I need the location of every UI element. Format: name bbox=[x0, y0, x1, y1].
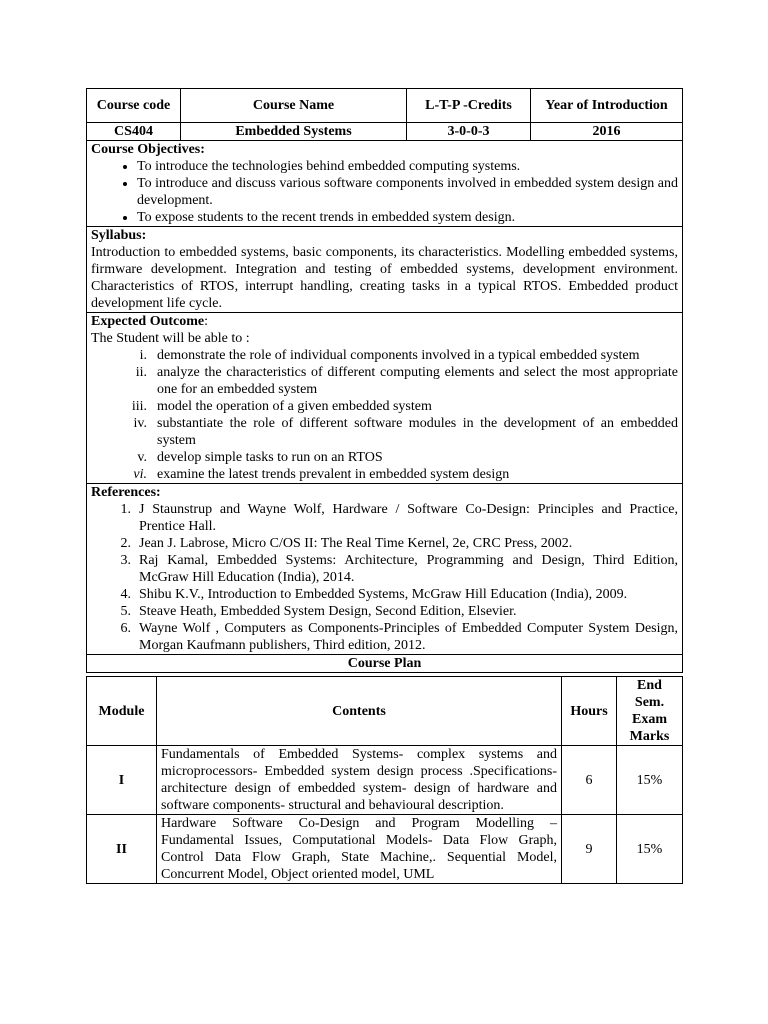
outcome-section bbox=[87, 313, 683, 484]
outcome-item bbox=[91, 398, 678, 415]
outcome-item bbox=[91, 347, 678, 364]
hours-cell: 9 bbox=[562, 815, 617, 884]
contents-cell: Hardware Software Co-Design and Program Modelling – Fundamental Issues, Computational Models- Data Flow Graph, Control Data Flow Graph, State Machine,. Sequential Model, Concurrent Model, Object oriented model, UML bbox=[157, 815, 562, 884]
outcome-list bbox=[91, 347, 678, 483]
objective-item: • To expose students to the recent trends in embedded system design. bbox=[137, 209, 678, 226]
reference-num: 6. bbox=[120, 621, 131, 636]
outcome-num: iii. bbox=[131, 399, 147, 414]
ltp-value: 3-0-0-3 bbox=[407, 123, 531, 141]
outcome-intro: The Student will be able to : bbox=[91, 331, 250, 346]
objectives-section bbox=[87, 141, 683, 227]
hours-cell: 6 bbox=[562, 746, 617, 815]
table-row bbox=[87, 815, 683, 884]
objective-item: • To introduce the technologies behind embedded computing systems. bbox=[137, 158, 678, 175]
outcome-num: ii. bbox=[135, 365, 147, 380]
outcome-item bbox=[91, 415, 678, 449]
outcome-text: model the operation of a given embedded system bbox=[157, 399, 432, 414]
reference-item bbox=[91, 535, 678, 552]
objectives-list bbox=[91, 158, 678, 226]
outcome-num: v. bbox=[137, 450, 147, 465]
marks-header: End Sem. Exam Marks bbox=[617, 677, 683, 746]
outcome-num: iv. bbox=[133, 416, 147, 431]
outcome-item bbox=[91, 449, 678, 466]
syllabus-section bbox=[87, 227, 683, 313]
reference-num: 3. bbox=[120, 553, 131, 568]
outcome-num: i. bbox=[139, 348, 147, 363]
module-cell: II bbox=[87, 815, 157, 884]
reference-num: 5. bbox=[120, 604, 131, 619]
syllabus-title: Syllabus: bbox=[91, 228, 147, 243]
reference-item bbox=[91, 586, 678, 603]
reference-text: J Staunstrup and Wayne Wolf, Hardware / Software Co-Design: Principles and Practice, Prentice Hall. bbox=[139, 502, 678, 534]
ltp-header: L-T-P -Credits bbox=[407, 89, 531, 123]
contents-header: Contents bbox=[157, 677, 562, 746]
course-info-table bbox=[86, 88, 683, 673]
outcome-text: develop simple tasks to run on an RTOS bbox=[157, 450, 383, 465]
outcome-text: analyze the characteristics of different computing elements and select the most appropriate one for an embedded system bbox=[157, 365, 678, 397]
references-title: References: bbox=[91, 485, 161, 500]
year-value: 2016 bbox=[531, 123, 683, 141]
reference-num: 4. bbox=[120, 587, 131, 602]
course-name-value: Embedded Systems bbox=[181, 123, 407, 141]
reference-item bbox=[91, 501, 678, 535]
reference-text: Shibu K.V., Introduction to Embedded Systems, McGraw Hill Education (India), 2009. bbox=[139, 587, 628, 602]
table-row bbox=[87, 746, 683, 815]
course-code-header: Course code bbox=[87, 89, 181, 123]
course-code-value: CS404 bbox=[87, 123, 181, 141]
course-plan-table bbox=[86, 676, 683, 884]
marks-cell: 15% bbox=[617, 815, 683, 884]
outcome-item bbox=[91, 466, 678, 483]
reference-num: 1. bbox=[120, 502, 131, 517]
reference-item bbox=[91, 552, 678, 586]
objective-item: • To introduce and discuss various software components involved in embedded system design and development. bbox=[137, 175, 678, 209]
reference-item bbox=[91, 620, 678, 654]
reference-item bbox=[91, 603, 678, 620]
reference-text: Steave Heath, Embedded System Design, Second Edition, Elsevier. bbox=[139, 604, 517, 619]
reference-num: 2. bbox=[120, 536, 131, 551]
marks-cell: 15% bbox=[617, 746, 683, 815]
outcome-text: examine the latest trends prevalent in embedded system design bbox=[157, 467, 510, 482]
reference-text: Raj Kamal, Embedded Systems: Architecture, Programming and Design, Third Edition, McGraw Hill Education (India), 2014. bbox=[139, 553, 678, 585]
outcome-item bbox=[91, 364, 678, 398]
reference-text: Jean J. Labrose, Micro C/OS II: The Real Time Kernel, 2e, CRC Press, 2002. bbox=[139, 536, 573, 551]
outcome-text: demonstrate the role of individual components involved in a typical embedded system bbox=[157, 348, 640, 363]
hours-header: Hours bbox=[562, 677, 617, 746]
contents-cell: Fundamentals of Embedded Systems- complex systems and microprocessors- Embedded system design process .Specifications- architecture design of embedded system- design of hardware and software components- structural and behavioural description. bbox=[157, 746, 562, 815]
objectives-title: Course Objectives: bbox=[91, 142, 205, 157]
outcome-title: Expected Outcome bbox=[91, 314, 205, 329]
outcome-num: vi. bbox=[133, 467, 147, 482]
reference-text: Wayne Wolf , Computers as Components-Principles of Embedded Computer System Design, Morgan Kaufmann publishers, Third edition, 2012. bbox=[139, 621, 678, 653]
year-header: Year of Introduction bbox=[531, 89, 683, 123]
outcome-text: substantiate the role of different software modules in the development of an embedded system bbox=[157, 416, 678, 448]
module-header: Module bbox=[87, 677, 157, 746]
syllabus-page bbox=[86, 88, 682, 884]
course-plan-title: Course Plan bbox=[87, 655, 683, 673]
course-name-header: Course Name bbox=[181, 89, 407, 123]
outcome-colon: : bbox=[204, 314, 209, 329]
module-cell: I bbox=[87, 746, 157, 815]
references-section bbox=[87, 484, 683, 655]
syllabus-text: Introduction to embedded systems, basic components, its characteristics. Modelling embedded systems, firmware development. Integration and testing of embedded systems, development environment. Characteristics of RTOS, interrupt handling, creating tasks in a typical RTOS. Embedded product development life cycle. bbox=[91, 245, 678, 311]
references-list bbox=[91, 501, 678, 654]
